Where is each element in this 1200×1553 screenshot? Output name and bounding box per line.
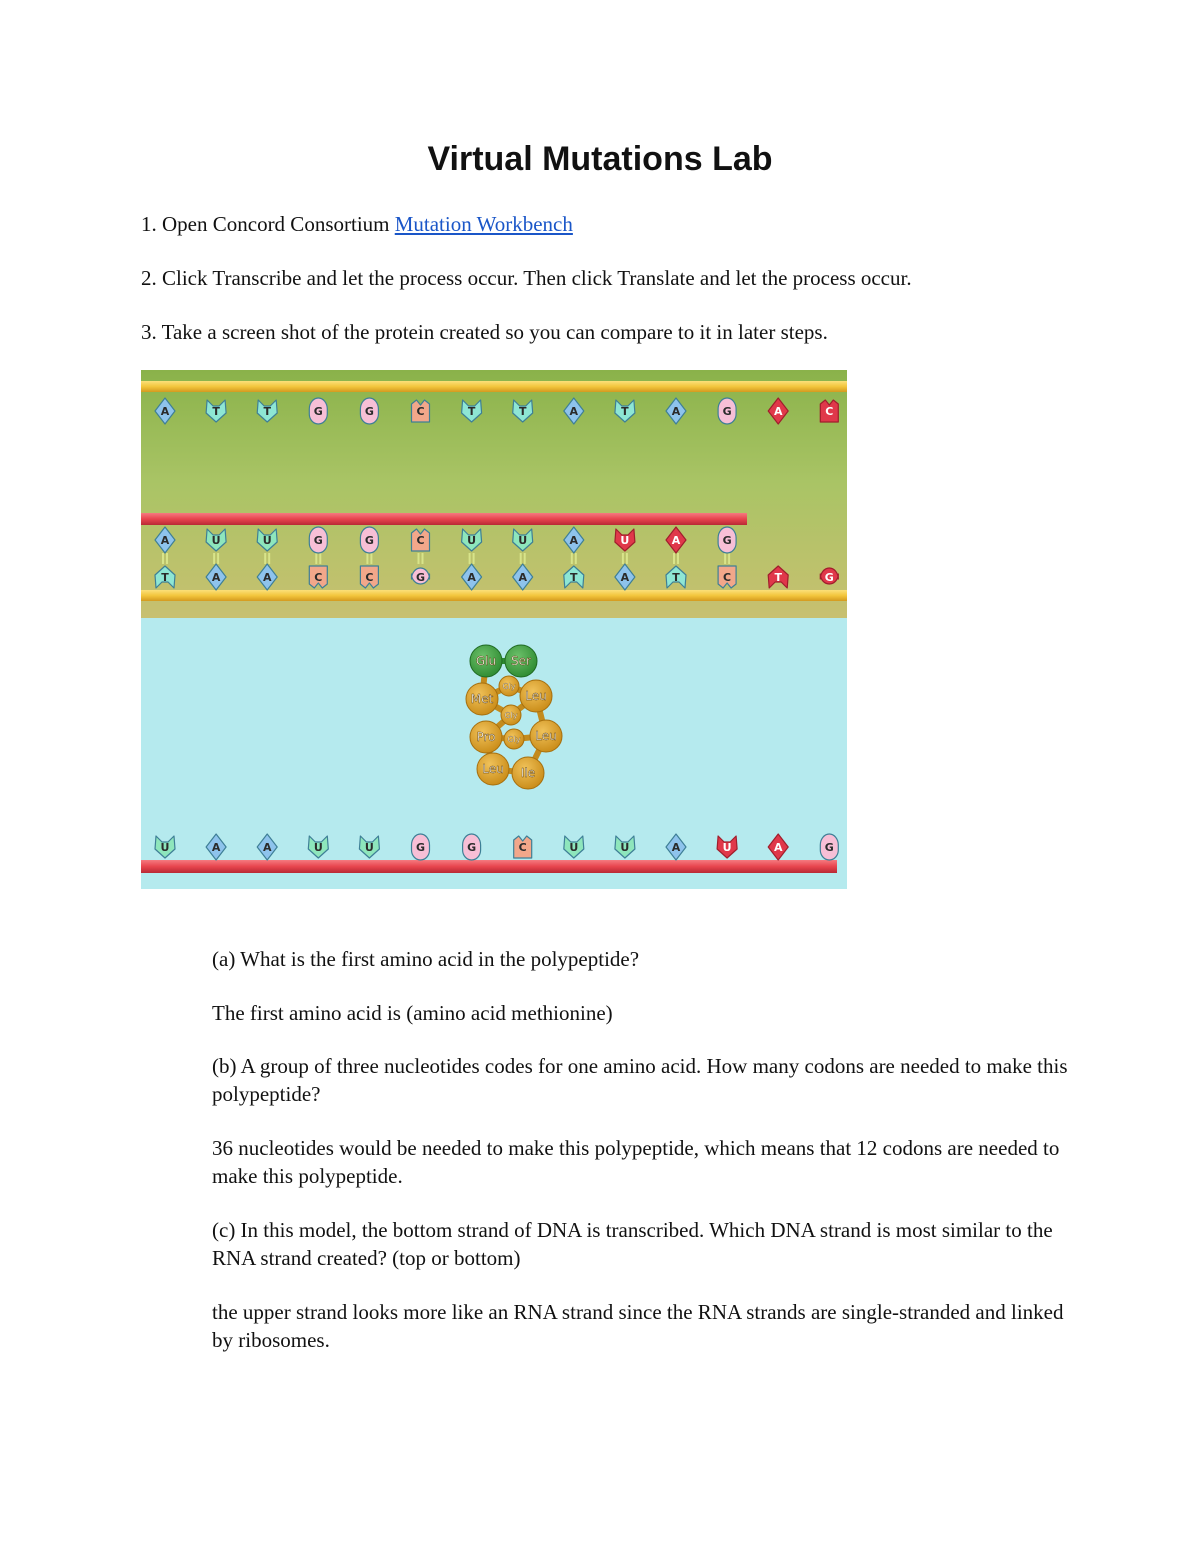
question-a: (a) What is the first amino acid in the polypeptide? (212, 947, 640, 971)
amino-acid (530, 720, 562, 752)
dna-bottom-base (412, 568, 430, 584)
nucleotide-letter: C (314, 571, 323, 584)
answer-b: 36 nucleotides would be needed to make this polypeptide, which means that 12 codons are needed to make this polypeptide. (212, 1136, 1060, 1188)
page-title: Virtual Mutations Lab (427, 140, 773, 178)
step-3: 3. Take a screen shot of the protein created so you can compare to it in later steps. (141, 320, 828, 344)
rna-paired-base (309, 527, 327, 553)
nucleotide-letter: U (722, 841, 732, 854)
nucleotide-letter: G (415, 841, 426, 854)
nucleotide-letter: A (160, 405, 170, 418)
amino-acid (501, 705, 521, 725)
amino-acid-label: Ile (520, 766, 536, 780)
amino-acid (477, 753, 509, 785)
nucleotide-letter: A (671, 405, 681, 418)
nucleotide-letter: A (211, 571, 221, 584)
amino-acid-label: Gly (507, 735, 521, 744)
nucleotide-letter: A (211, 841, 221, 854)
nucleotide-letter: G (313, 534, 323, 547)
nucleotide-letter: A (773, 405, 783, 418)
amino-acid (499, 676, 519, 696)
nucleotide-letter: A (620, 571, 630, 584)
nucleotide-letter: T (161, 571, 169, 584)
nucleotide-letter: G (824, 841, 834, 854)
nucleotide-letter: U (518, 534, 528, 547)
nucleotide-letter: T (518, 405, 527, 418)
nucleotide-letter: G (415, 571, 426, 584)
amino-acid-label: Leu (482, 762, 504, 776)
dna-top-base (718, 398, 736, 424)
nucleotide-letter: G (722, 534, 732, 547)
nucleus-background (141, 370, 847, 618)
nucleotide-letter: G (824, 571, 834, 584)
nucleotide-letter: U (620, 534, 630, 547)
nucleotide-letter: A (671, 534, 681, 547)
mrna-backbone (141, 860, 837, 873)
nucleotide-letter: G (364, 534, 374, 547)
nucleotide-letter: U (313, 841, 323, 854)
nucleotide-letter: T (672, 571, 680, 584)
nucleotide-letter: A (160, 534, 170, 547)
amino-acid-label: Ser (511, 654, 531, 668)
amino-acid (520, 680, 552, 712)
rna-paired-base (360, 527, 378, 553)
nucleotide-letter: A (518, 571, 527, 584)
amino-acid (504, 729, 524, 749)
nucleotide-letter: C (825, 405, 834, 418)
step-1 (141, 212, 573, 237)
nucleotide-letter: A (569, 534, 579, 547)
nucleotide-letter: A (773, 841, 783, 854)
rna-paired-base (718, 527, 736, 553)
amino-acid (505, 645, 537, 677)
nucleotide-letter: T (621, 405, 629, 418)
amino-acid-label: Gly (502, 682, 516, 691)
nucleotide-letter: U (364, 841, 374, 854)
nucleotide-letter: U (620, 841, 630, 854)
amino-acid-label: Leu (535, 729, 557, 743)
amino-acid (470, 721, 502, 753)
answer-c: the upper strand looks more like an RNA strand since the RNA strands are single-stranded and linked by ribosomes. (212, 1300, 1064, 1352)
nucleotide-letter: U (211, 534, 221, 547)
dna-top-backbone (141, 381, 847, 392)
nucleotide-letter: U (262, 534, 272, 547)
amino-acid-label: Met (470, 692, 494, 706)
nucleotide-letter: A (671, 841, 681, 854)
nucleotide-letter: T (467, 405, 476, 418)
amino-acid-label: Pro (476, 730, 496, 744)
mrna-base (820, 834, 838, 860)
amino-acid (466, 683, 498, 715)
step-2: 2. Click Transcribe and let the process occur. Then click Translate and let the process occur. (141, 266, 912, 290)
mrna-base (412, 834, 430, 860)
nucleotide-letter: A (262, 571, 272, 584)
nucleotide-letter: T (212, 405, 220, 418)
nucleotide-letter: C (365, 571, 374, 584)
nucleotide-letter: C (416, 534, 425, 547)
answer-a: The first amino acid is (amino acid methionine) (212, 1001, 613, 1025)
amino-acid (470, 645, 502, 677)
mutation-workbench-link[interactable]: Mutation Workbench (394, 212, 573, 236)
nucleotide-letter: T (570, 571, 578, 584)
mrna-base (463, 834, 481, 860)
dna-bottom-base (820, 568, 838, 584)
nucleotide-letter: U (569, 841, 579, 854)
amino-acid (512, 757, 544, 789)
question-b: (b) A group of three nucleotides codes for one amino acid. How many codons are needed to make this polypeptide? (212, 1054, 1068, 1106)
nucleotide-letter: A (467, 571, 476, 584)
question-c: (c) In this model, the bottom strand of DNA is transcribed. Which DNA strand is most similar to the RNA strand created? (top or bottom) (212, 1218, 1053, 1270)
mutation-workbench-screenshot (141, 370, 847, 889)
rna-backbone (141, 513, 747, 525)
amino-acid-label: Leu (525, 689, 547, 703)
nucleotide-letter: G (467, 841, 477, 854)
dna-top-base (309, 398, 327, 424)
nucleotide-letter: G (313, 405, 323, 418)
nucleotide-letter: U (467, 534, 477, 547)
nucleotide-letter: A (569, 405, 579, 418)
nucleotide-letter: C (723, 571, 732, 584)
nucleotide-letter: C (416, 405, 425, 418)
dna-bottom-backbone (141, 590, 847, 601)
step-1-text: 1. Open Concord Consortium (141, 212, 395, 236)
amino-acid-label: Gly (504, 711, 518, 720)
nucleotide-letter: A (262, 841, 272, 854)
nucleotide-letter: C (518, 841, 527, 854)
nucleotide-letter: T (263, 405, 271, 418)
nucleotide-letter: G (364, 405, 374, 418)
nucleotide-letter: T (774, 571, 782, 584)
nucleotide-letter: U (160, 841, 170, 854)
nucleotide-letter: G (722, 405, 732, 418)
amino-acid-label: Glu (475, 654, 497, 668)
dna-top-base (360, 398, 378, 424)
